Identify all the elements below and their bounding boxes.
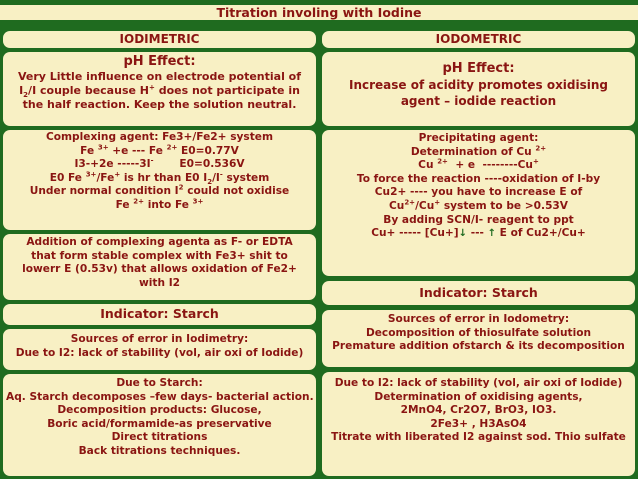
iodimetry-errors-line-2: Due to I2: lack of stability (vol, air oxi of Iodide) bbox=[15, 346, 304, 359]
right-ph-effect-panel bbox=[322, 52, 635, 126]
up-arrow-icon: ↑ bbox=[487, 228, 496, 240]
addition-line-4: with I2 bbox=[138, 276, 181, 289]
down-arrow-icon: ↓ bbox=[458, 228, 468, 240]
right-indicator-label: Indicator: Starch bbox=[419, 285, 538, 300]
precip-line-2: Determination of Cu $^{2+}$ bbox=[410, 144, 547, 158]
iodimetry-errors-panel bbox=[3, 329, 316, 370]
page-title: Titration involing with Iodine bbox=[0, 5, 638, 20]
starch-line-4: Boric acid/formamide-as preservative bbox=[47, 417, 272, 430]
left-indicator-panel bbox=[3, 304, 316, 325]
iodometry-errors-line-2: Decomposition of thiosulfate solution bbox=[365, 326, 592, 339]
right-ph-heading: pH Effect: bbox=[442, 61, 515, 76]
left-ph-line-3: the half reaction. Keep the solution neutral. bbox=[22, 98, 297, 111]
complex-line-1: Complexing agent: Fe3+/Fe2+ system bbox=[45, 131, 274, 143]
starch-line-1: Due to Starch: bbox=[116, 377, 203, 389]
complex-line-6: Fe $^{2+}$ into Fe $^{3+}$ bbox=[115, 197, 204, 211]
header-iodometric-label: IODOMETRIC bbox=[435, 32, 522, 46]
left-indicator-label: Indicator: Starch bbox=[100, 306, 219, 321]
complex-line-2: Fe $^{3+}$ +e --- Fe $^{2+}$ E0=0.77V bbox=[80, 143, 239, 157]
precip-line-7: By adding SCN/I- reagent to ppt bbox=[383, 213, 574, 226]
iodometry-errors-line-1: Sources of error in Iodometry: bbox=[387, 313, 570, 325]
right-indicator-panel bbox=[322, 281, 635, 305]
header-iodimetric-label: IODIMETRIC bbox=[119, 32, 200, 46]
starch-line-5: Direct titrations bbox=[111, 431, 208, 444]
addition-line-1: Addition of complexing agenta as F- or EDTA bbox=[26, 236, 293, 248]
precip-line-6: $Cu^{2+}/Cu^+$ system to be >0.53V bbox=[388, 198, 569, 212]
bottom-line-4: 2Fe3+ , H3AsO4 bbox=[430, 417, 527, 430]
precip-line-5: Cu2+ ---- you have to increase E of bbox=[374, 186, 583, 199]
precip-line-1: Precipitating agent: bbox=[418, 132, 539, 144]
complexing-addition-panel bbox=[3, 234, 316, 300]
bottom-line-1: Due to I2: lack of stability (vol, air oxi of Iodide) bbox=[334, 377, 623, 389]
left-ph-line-2: $I_2/I$ couple because H+ does not participate in bbox=[19, 83, 300, 100]
addition-line-2: that form stable complex with Fe3+ shit to bbox=[31, 249, 288, 262]
starch-line-2: Aq. Starch decomposes –few days- bacterial action. bbox=[6, 390, 314, 403]
bottom-line-3: 2MnO4, Cr2O7, BrO3, IO3. bbox=[400, 404, 557, 417]
addition-line-3: lowerr E (0.53v) that allows oxidation of Fe2+ bbox=[22, 263, 297, 276]
precip-line-8: Cu+ ----- [Cu+]↓ --- ↑ E of Cu2+/Cu+ bbox=[371, 227, 586, 240]
left-ph-heading: pH Effect: bbox=[123, 54, 196, 69]
right-ph-line-1: Increase of acidity promotes oxidising bbox=[348, 78, 609, 92]
right-ph-line-2: agent – iodide reaction bbox=[400, 94, 557, 108]
complexing-agent-panel bbox=[3, 130, 316, 230]
header-iodimetric bbox=[3, 31, 316, 48]
iodimetry-errors-line-1: Sources of error in Iodimetry: bbox=[70, 333, 249, 345]
starch-panel bbox=[3, 374, 316, 476]
header-iodometric bbox=[322, 31, 635, 48]
starch-line-6: Back titrations techniques. bbox=[78, 444, 241, 457]
iodometry-errors-line-3: Premature addition ofstarch & its decomposition bbox=[332, 340, 625, 353]
left-ph-effect-panel bbox=[3, 52, 316, 126]
complex-line-4: E0 Fe $^{3+}$/Fe+ is hr than E0 $I_2/I^-$ system bbox=[49, 170, 270, 186]
iodometry-errors-panel bbox=[322, 310, 635, 367]
complex-line-3: I3-+2e -----3I- E0=0.536V bbox=[74, 156, 245, 171]
precipitating-agent-panel bbox=[322, 130, 635, 276]
precip-line-3: Cu $^{2+}$ + e --------Cu+ bbox=[418, 157, 539, 172]
starch-line-3: Decomposition products: Glucose, bbox=[57, 404, 262, 417]
bottom-line-5: Titrate with liberated I2 against sod. Thio sulfate bbox=[331, 431, 626, 444]
left-ph-line-1: Very Little influence on electrode potential of bbox=[17, 70, 302, 83]
precip-line-4: To force the reaction ----oxidation of I-by bbox=[356, 172, 601, 185]
bottom-line-2: Determination of oxidising agents, bbox=[374, 390, 583, 403]
complex-line-5: Under normal condition $I^2$ could not oxidise bbox=[29, 183, 290, 198]
oxidising-agents-panel bbox=[322, 372, 635, 476]
